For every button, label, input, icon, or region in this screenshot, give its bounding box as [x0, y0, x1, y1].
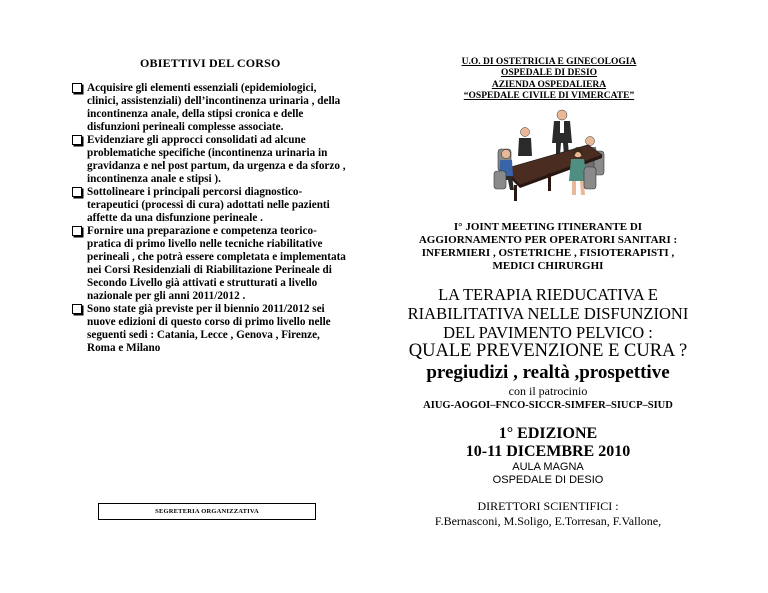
list-item [72, 225, 350, 303]
org-line: “OSPEDALE CIVILE DI VIMERCATE” [463, 91, 635, 102]
course-title-line: LA TERAPIA RIEDUCATIVA E [438, 285, 658, 304]
checkbox-bullet-icon [72, 304, 82, 314]
person-legs [572, 181, 585, 195]
meeting-title-line: AGGIORNAMENTO PER OPERATORI SANITARI : [418, 234, 678, 246]
meeting-illustration-icon [490, 107, 610, 207]
organization-header [418, 57, 680, 103]
meeting-title-line: INFERMIERI , OSTETRICHE , FISIOTERAPISTI , [421, 247, 675, 259]
venue-hall: AULA MAGNA [512, 461, 584, 473]
objective-text: Evidenziare gli approcci consolidati ad alcune problematiche specifiche (incontinenza urinaria in gravidanza e nel post partum, da urgenza e da sforzo , incontinenza anale e stipsi ). [87, 134, 346, 185]
person-head [557, 110, 567, 120]
edition-label: 1° EDIZIONE [498, 425, 598, 442]
sponsor-list: AIUG-AOGOI–FNCO-SICCR-SIMFER–SIUCP–SIUD [423, 400, 673, 411]
objective-text: Acquisire gli elementi essenziali (epidemiologici, clinici, assistenziali) dell’incontinenza urinaria , della incontinenza anale, della stipsi cronica e delle disfunzioni perineali complesse associate. [87, 82, 341, 133]
course-title [384, 285, 712, 342]
objectives-list [72, 82, 350, 355]
secretary-box: SEGRETERIA ORGANIZZATIVA [98, 503, 316, 520]
org-line: U.O. DI OSTETRICIA E GINECOLOGIA [461, 57, 637, 67]
list-item [72, 82, 350, 134]
meeting-title-line: MEDICI CHIRURGHI [492, 260, 604, 272]
person-body [518, 138, 532, 156]
list-item [72, 303, 350, 355]
objective-text: Sottolineare i principali percorsi diagnostico-terapeutici (processi di cura) adottati nelle pazienti affette da una disfunzione perineale . [87, 186, 330, 224]
table-leg [548, 173, 551, 191]
person-head [502, 150, 511, 159]
checkbox-bullet-icon [72, 135, 82, 145]
checkbox-bullet-icon [72, 226, 82, 236]
checkbox-bullet-icon [72, 187, 82, 197]
chair-front-left [494, 171, 506, 189]
org-line: OSPEDALE DI DESIO [500, 68, 598, 79]
course-subtitle: QUALE PREVENZIONE E CURA ? [408, 341, 688, 361]
course-title-line: RIABILITATIVA NELLE DISFUNZIONI [407, 304, 689, 323]
list-item [72, 134, 350, 186]
directors-label: DIRETTORI SCIENTIFICI : [477, 499, 619, 513]
org-line: AZIENDA OSPEDALIERA [491, 79, 607, 90]
person-head [521, 128, 530, 137]
venue-place: OSPEDALE DI DESIO [492, 474, 604, 486]
table-leg [514, 185, 517, 201]
chair-front-right [584, 167, 596, 189]
objective-text: Sono state già previste per il biennio 2011/2012 sei nuove edizioni di questo corso di primo livello nelle seguenti sedi : Catania, Lecce , Genova , Firenze, Roma e Milano [87, 303, 331, 354]
edition-info [384, 425, 712, 461]
meeting-title [398, 221, 698, 273]
objectives-heading: OBIETTIVI DEL CORSO [140, 56, 281, 70]
event-dates: 10-11 DICEMBRE 2010 [465, 443, 631, 460]
directors-info [384, 499, 712, 529]
person-head [586, 137, 595, 146]
objective-text: Fornire una preparazione e competenza teorico-pratica di primo livello nelle tecniche riabilitative perineali , che potrà essere completata e implementata nei Corsi Residenziali di Riabilitazione Perineale di Secondo Livello già attivati e strutturati a livello nazionale per gli anni 2011/2012 . [87, 225, 346, 302]
shirt [560, 121, 564, 133]
patronage-label: con il patrocinio [508, 384, 588, 398]
checkbox-bullet-icon [72, 83, 82, 93]
list-item [72, 186, 350, 225]
course-title-line: DEL PAVIMENTO PELVICO : [443, 323, 653, 342]
venue-info [384, 461, 712, 487]
course-tagline: pregiudizi , realtà ,prospettive [426, 362, 670, 383]
directors-names: F.Bernasconi, M.Soligo, E.Torresan, F.Vallone, [434, 514, 662, 528]
meeting-title-line: I° JOINT MEETING ITINERANTE DI [453, 221, 643, 233]
